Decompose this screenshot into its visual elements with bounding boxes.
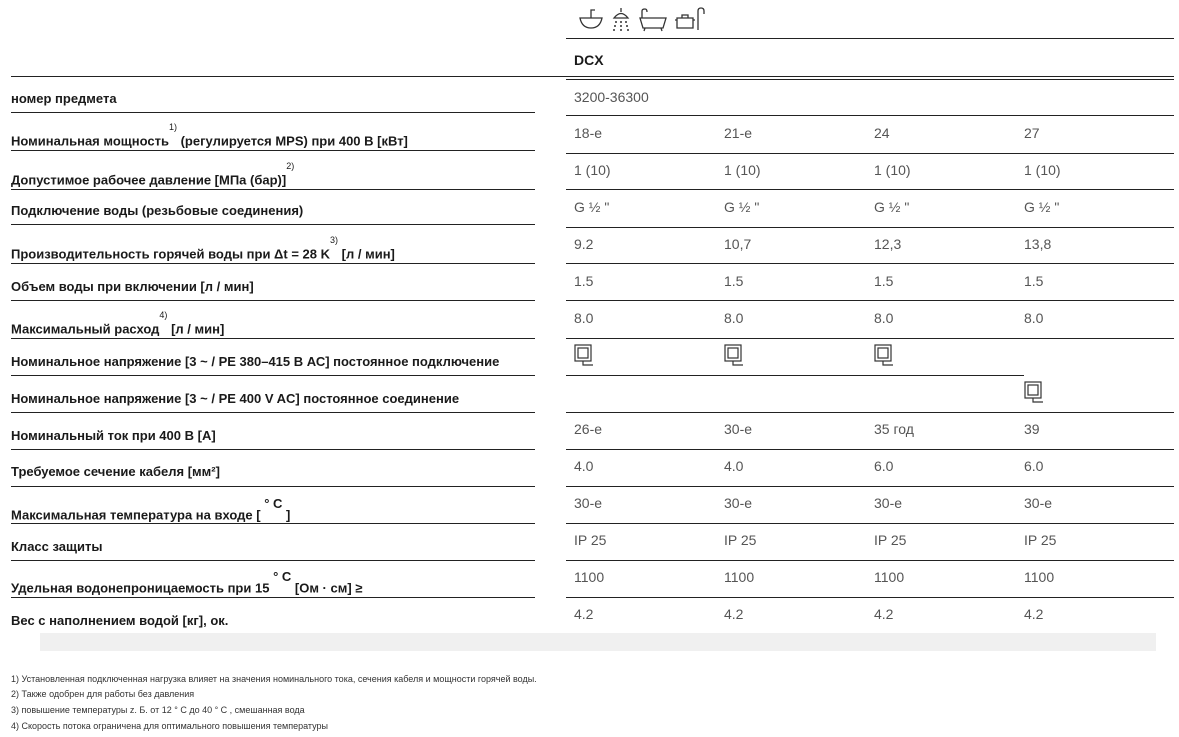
row-divider [566,227,1174,228]
row-divider [566,153,1174,154]
row-divider [11,112,535,113]
table-cell: 1 (10) [574,162,611,178]
row-label-cable-section: Требуемое сечение кабеля [мм²] [11,464,220,479]
footnote-marker: 4) [159,310,168,320]
label-suffix: [л / мин] [341,246,395,262]
table-cell: 9.2 [574,236,594,252]
table-cell: 1 (10) [724,162,761,178]
table-cell: 4.2 [724,606,744,622]
row-divider [11,224,535,225]
degree-unit: ° C [273,569,292,584]
row-label-max-flow [11,310,225,337]
table-cell: 35 год [874,421,914,437]
table-cell: 30-е [574,495,603,511]
table-cell: IP 25 [574,532,607,548]
model-name: DCX [574,52,604,68]
table-cell: G ½ " [1024,199,1060,215]
footnote-marker: 1) [168,122,177,132]
degree-unit: ° C [264,496,283,511]
table-cell: 1 (10) [874,162,911,178]
label-suffix: [л / мин] [171,321,225,337]
table-cell: 24 [874,125,890,141]
row-divider [11,523,535,524]
table-cell: 30-е [724,495,753,511]
permanent-connection-icon [724,344,744,368]
row-divider [11,189,535,190]
footnote-marker: 2) [286,161,295,171]
header-bottom-divider-2 [566,79,1174,80]
row-divider [11,412,535,413]
row-divider [566,523,1174,524]
label-suffix: ] [286,507,291,523]
table-cell: 30-е [874,495,903,511]
row-divider [11,300,535,301]
table-cell: 4.2 [874,606,894,622]
row-divider [11,375,535,376]
footnote-3: 3) повышение температуры z. Б. от 12 ° C до 40 ° C , смешанная вода [11,705,305,715]
row-label-voltage-380-415: Номинальное напряжение [3 ~ / PE 380–415 В АС] постоянное подключение [11,354,500,369]
row-divider [11,560,535,561]
footnote-1: 1) Установленная подключенная нагрузка влияет на значения номинального тока, сечения кабеля и мощности горячей воды. [11,674,537,684]
label-suffix: (регулируется MPS) при 400 В [кВт] [180,133,408,149]
label-text: Максимальная температура на входе [ [11,507,261,523]
header-bottom-divider [11,76,1174,77]
table-cell: 4.2 [574,606,594,622]
application-icons [578,6,706,32]
permanent-connection-icon [574,344,594,368]
row-label-water-resistivity [11,569,363,596]
table-cell: 4.2 [1024,606,1044,622]
table-cell: 1100 [874,569,905,585]
label-text: Удельная водонепроницаемость при 15 [11,580,270,596]
row-divider [566,115,1174,116]
label-text: Допустимое рабочее давление [МПа (бар)] [11,172,287,188]
row-divider [11,597,535,598]
row-label-operating-pressure [11,161,295,188]
row-label-max-inlet-temperature [11,496,291,523]
row-label-water-connection: Подключение воды (резьбовые соединения) [11,203,304,218]
label-suffix: [Ом · см] ≥ [294,580,363,596]
row-divider [11,263,535,264]
footnote-marker: 3) [330,235,339,245]
row-divider [11,150,535,151]
table-cell: 26-е [574,421,603,437]
table-cell: G ½ " [874,199,910,215]
shower-icon [610,6,632,32]
row-divider [566,338,1174,339]
item-number-value: 3200-36300 [574,89,649,105]
table-cell: 8.0 [874,310,894,326]
table-cell: 27 [1024,125,1040,141]
table-cell: 1.5 [724,273,744,289]
row-divider [566,597,1174,598]
row-divider [11,486,535,487]
table-cell: 8.0 [1024,310,1044,326]
table-cell: 1.5 [874,273,894,289]
table-cell: 10,7 [724,236,752,252]
washbasin-icon [578,6,604,32]
table-cell: 4.0 [574,458,594,474]
row-divider [566,560,1174,561]
row-label-switch-on-volume: Объем воды при включении [л / мин] [11,279,254,294]
footnote-4: 4) Скорость потока ограничена для оптимального повышения температуры [11,721,329,731]
row-divider [11,449,535,450]
table-cell: 1100 [724,569,755,585]
row-divider [566,189,1174,190]
kitchen-pot-icon [674,6,706,32]
row-label-protection-class: Класс защиты [11,539,103,554]
row-divider [566,300,1174,301]
table-cell: G ½ " [724,199,760,215]
row-divider [566,486,1174,487]
table-cell: 6.0 [1024,458,1044,474]
footnote-2: 2) Также одобрен для работы без давления [11,689,195,699]
row-label-rated-current: Номинальный ток при 400 В [A] [11,428,216,443]
table-end-bar [40,633,1156,651]
label-text: Номинальная мощность [11,133,169,149]
row-label-weight: Вес с наполнением водой [кг], ок. [11,613,229,628]
row-divider [566,449,1174,450]
table-cell: 13,8 [1024,236,1052,252]
label-text: Максимальный расход [11,321,160,337]
table-cell: IP 25 [874,532,907,548]
table-cell: 1100 [574,569,605,585]
table-cell: 1.5 [1024,273,1044,289]
row-divider [566,412,1174,413]
label-text: Производительность горячей воды при Δt = 28 K [11,246,331,262]
table-cell: 1.5 [574,273,594,289]
table-cell: 39 [1024,421,1040,437]
table-cell: 30-е [724,421,753,437]
table-cell: 4.0 [724,458,744,474]
permanent-connection-icon [874,344,894,368]
table-cell: 30-е [1024,495,1053,511]
row-divider [11,338,535,339]
header-divider [566,38,1174,39]
table-cell: G ½ " [574,199,610,215]
table-cell: 6.0 [874,458,894,474]
bathtub-icon [638,6,668,32]
table-cell: 18-е [574,125,603,141]
row-divider [566,375,1024,376]
row-label-hot-water-output [11,235,395,262]
table-cell: IP 25 [1024,532,1057,548]
table-cell: IP 25 [724,532,757,548]
row-label-rated-power [11,122,408,149]
permanent-connection-icon [1024,381,1044,405]
row-label-voltage-400: Номинальное напряжение [3 ~ / PE 400 V AC] постоянное соединение [11,391,460,406]
table-cell: 12,3 [874,236,902,252]
row-divider [566,263,1174,264]
table-cell: 1100 [1024,569,1055,585]
table-cell: 8.0 [574,310,594,326]
row-label-item-number: номер предмета [11,91,117,106]
table-cell: 8.0 [724,310,744,326]
table-cell: 1 (10) [1024,162,1061,178]
table-cell: 21-е [724,125,753,141]
